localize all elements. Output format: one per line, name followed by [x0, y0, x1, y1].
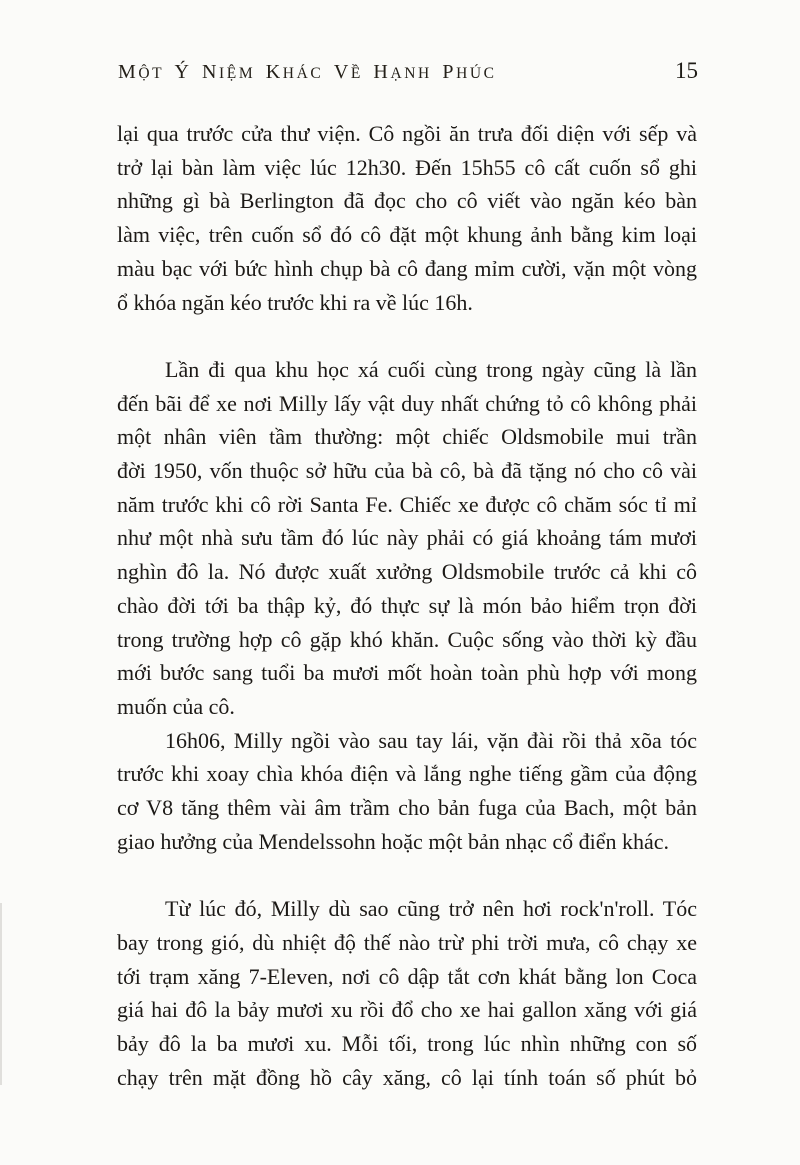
- text-line: chạy trên mặt đồng hồ cây xăng, cô lại tính toán số phút bỏ: [117, 1064, 697, 1090]
- text-line: nghìn đô la. Nó được xuất xưởng Oldsmobile trước cả khi cô: [117, 559, 697, 585]
- scan-edge-artifact: [0, 903, 2, 1085]
- text-line: cơ V8 tăng thêm vài âm trầm cho bản fuga của Bach, một bản: [117, 795, 697, 821]
- text-line: trong trường hợp cô gặp khó khăn. Cuộc sống vào thời kỳ đầu: [117, 626, 697, 652]
- text-line: giá hai đô la bảy mươi xu rồi đổ cho xe hai gallon xăng với giá: [117, 997, 697, 1023]
- text-line: mới bước sang tuổi ba mươi mốt hoàn toàn phù hợp với mong: [117, 660, 697, 686]
- text-line: bảy đô la ba mươi xu. Mỗi tối, trong lúc nhìn những con số: [117, 1030, 697, 1056]
- text-line: ổ khóa ngăn kéo trước khi ra về lúc 16h.: [117, 289, 473, 315]
- text-line: tới trạm xăng 7-Eleven, nơi cô dập tắt cơn khát bằng lon Coca: [117, 963, 697, 989]
- running-title-rest: ẠNH: [390, 65, 432, 82]
- running-title-initial: Ý: [174, 61, 192, 83]
- text-line: trở lại bàn làm việc lúc 12h30. Đến 15h55 cô cất cuốn sổ ghi: [117, 154, 697, 180]
- running-title-rest: Ề: [350, 65, 363, 82]
- paragraph: [117, 117, 697, 319]
- text-line: giao hưởng của Mendelssohn hoặc một bản nhạc cổ điển khác.: [117, 828, 670, 854]
- text-line: lại qua trước cửa thư viện. Cô ngồi ăn trưa đối diện với sếp và: [117, 121, 697, 146]
- running-title-rest: IỆM: [219, 65, 256, 82]
- page-header: [118, 58, 698, 84]
- running-title-rest: HÚC: [456, 65, 497, 82]
- text-line: những gì bà Berlington đã đọc cho cô viết vào ngăn kéo bàn: [117, 188, 697, 214]
- body-text: [117, 117, 697, 1094]
- text-line: màu bạc với bức hình chụp bà cô đang mỉm cười, vặn một vòng: [117, 255, 697, 281]
- text-line: Lần đi qua khu học xá cuối cùng trong ngày cũng là lần: [165, 356, 697, 382]
- running-title-initial: V: [333, 61, 351, 83]
- paragraph: [117, 724, 697, 859]
- running-title-initial: H: [373, 61, 391, 83]
- running-title-initial: N: [202, 61, 220, 83]
- text-line: một nhân viên tầm thường: một chiếc Oldsmobile mui trần: [117, 424, 697, 450]
- running-title-initial: K: [265, 61, 283, 83]
- running-title-rest: ỘT: [138, 65, 164, 82]
- text-line: đến bãi để xe nơi Milly lấy vật duy nhất chứng tỏ cô không phải: [117, 390, 697, 416]
- text-line: đời 1950, vốn thuộc sở hữu của bà cô, bà đã tặng nó cho cô vài: [117, 458, 697, 484]
- text-line: 16h06, Milly ngồi vào sau tay lái, vặn đài rồi thả xõa tóc: [165, 727, 697, 753]
- text-line: năm trước khi cô rời Santa Fe. Chiếc xe được cô chăm sóc tỉ mỉ: [117, 491, 697, 517]
- text-line: trước khi xoay chìa khóa điện và lắng nghe tiếng gầm của động: [117, 761, 697, 787]
- running-title-rest: HÁC: [282, 65, 324, 82]
- text-line: bay trong gió, dù nhiệt độ thế nào trừ phi trời mưa, cô chạy xe: [117, 929, 697, 955]
- running-title-initial: M: [118, 61, 139, 83]
- text-line: muốn của cô.: [117, 693, 235, 719]
- paragraph: [117, 892, 697, 1094]
- text-line: chào đời tới ba thập kỷ, đó thực sự là món bảo hiểm trọn đời: [117, 592, 697, 618]
- running-title-initial: P: [442, 61, 457, 83]
- page-number: 15: [675, 58, 698, 83]
- text-line: như một nhà sưu tầm đó lúc này phải có giá khoảng tám mươi: [117, 525, 697, 551]
- paragraph: [117, 353, 697, 724]
- running-title: [118, 61, 497, 84]
- text-line: làm việc, trên cuốn sổ đó cô đặt một khung ảnh bằng kim loại: [117, 222, 697, 248]
- text-line: Từ lúc đó, Milly dù sao cũng trở nên hơi rock'n'roll. Tóc: [165, 896, 697, 922]
